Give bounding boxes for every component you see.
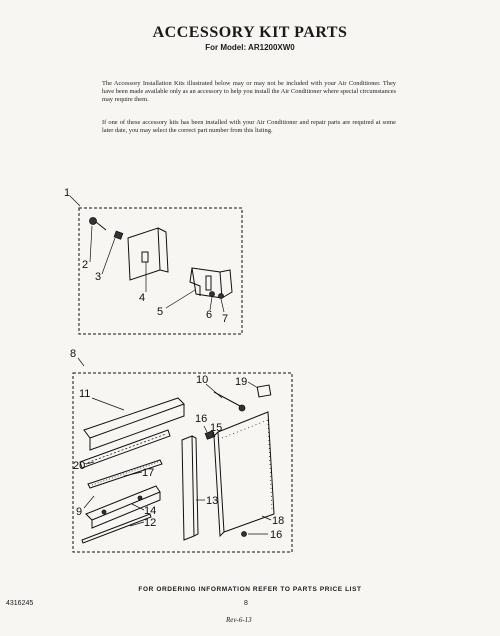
kit-8-label: 8 bbox=[70, 348, 77, 360]
intro-paragraph-1: The Accessory Installation Kits illustrated below may or may not be included with your Air Conditioner. They have been made available only as an accessory to help you install the Air Conditioner where special circumstances may require them. bbox=[102, 80, 396, 103]
callout-3: 3 bbox=[95, 271, 102, 283]
screw-small-part bbox=[210, 292, 215, 297]
callout-2: 2 bbox=[82, 259, 89, 271]
callout-20: 20 bbox=[73, 460, 86, 472]
callout-11: 11 bbox=[79, 388, 91, 400]
kit-1-label: 1 bbox=[64, 187, 71, 199]
ordering-note: FOR ORDERING INFORMATION REFER TO PARTS PRICE LIST bbox=[138, 586, 362, 593]
callout-6: 6 bbox=[206, 309, 213, 321]
handwritten-note: Rev-6-13 bbox=[226, 616, 252, 624]
callout-14: 14 bbox=[144, 505, 157, 517]
kit-8-diagram bbox=[70, 348, 292, 552]
callout-13: 13 bbox=[206, 495, 219, 507]
bracket-part bbox=[128, 228, 168, 280]
page-number: 8 bbox=[244, 600, 248, 607]
callout-5: 5 bbox=[157, 306, 164, 318]
callout-15: 15 bbox=[210, 422, 223, 434]
kit-1-diagram bbox=[64, 187, 242, 334]
vertical-bar-part bbox=[182, 436, 198, 540]
callout-18: 19 bbox=[235, 376, 248, 388]
foam-pad-part bbox=[257, 385, 271, 397]
callout-7: 7 bbox=[222, 313, 229, 325]
screw-small-part bbox=[219, 294, 224, 299]
callout-16-lower: 16 bbox=[270, 529, 283, 541]
model-subtitle: For Model: AR1200XW0 bbox=[205, 43, 295, 52]
callout-9: 9 bbox=[76, 506, 83, 518]
nut-part bbox=[114, 231, 123, 239]
callout-19: 18 bbox=[272, 515, 285, 527]
intro-paragraph-2: If one of these accessory kits has been installed with your Air Conditioner and repair parts are required at some later date, you may select the correct part number from this listing. bbox=[102, 119, 396, 134]
callout-16-upper: 16 bbox=[195, 413, 208, 425]
screw-small-part bbox=[242, 532, 247, 537]
callout-17: 17 bbox=[142, 467, 155, 479]
callout-10: 10 bbox=[196, 374, 209, 386]
callout-4: 4 bbox=[139, 292, 146, 304]
part-code: 4316245 bbox=[6, 600, 34, 607]
page-title: ACCESSORY KIT PARTS bbox=[152, 24, 348, 41]
callout-12: 12 bbox=[144, 517, 157, 529]
